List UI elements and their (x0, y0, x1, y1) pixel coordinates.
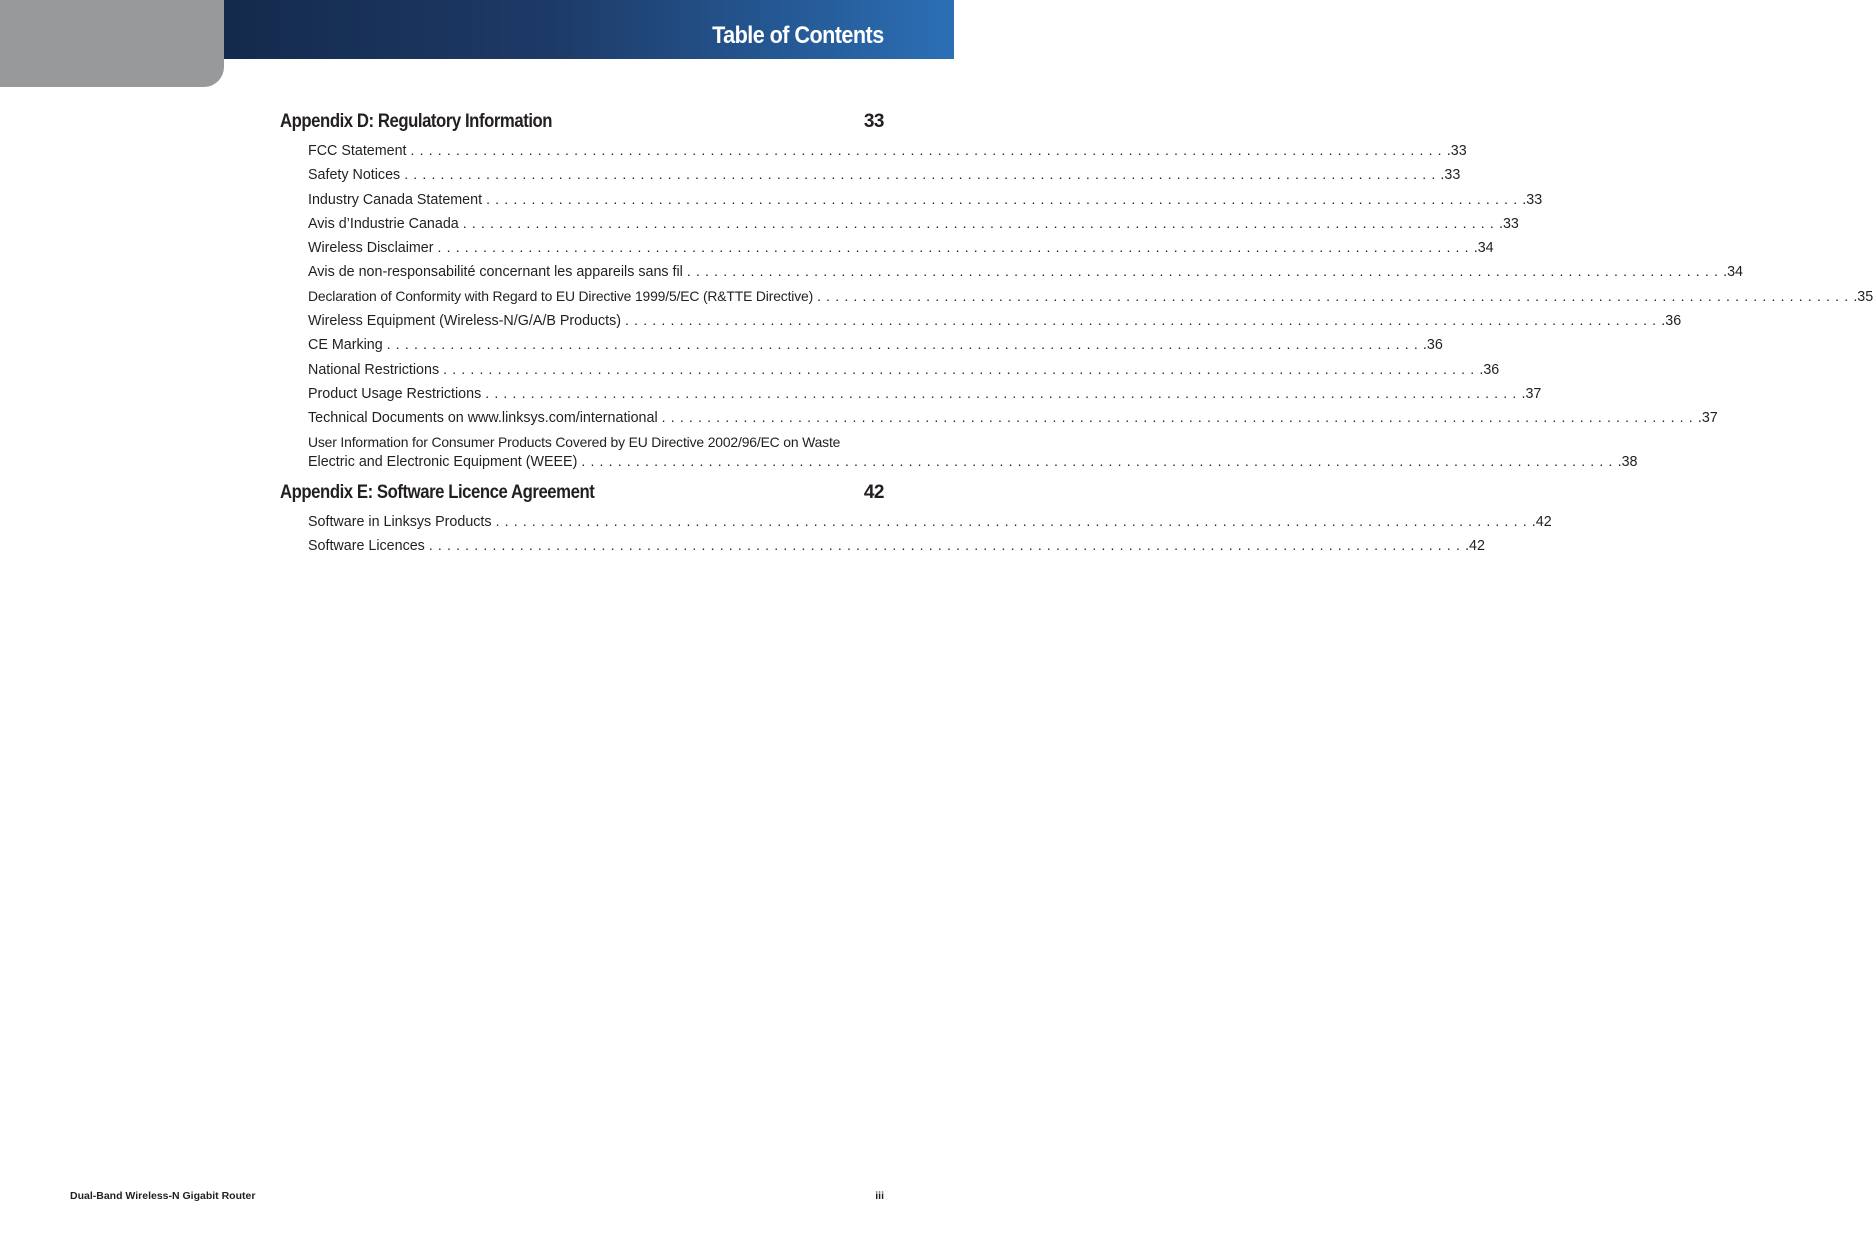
entry-line2 (308, 452, 1638, 471)
leader-dots: .................................................................................................................. (437, 239, 1474, 256)
entry-label: Declaration of Conformity with Regard to EU Directive 1999/5/EC (R&TTE Directive) (308, 287, 814, 304)
entry-label: Electric and Electronic Equipment (WEEE) (308, 453, 578, 470)
toc-entry[interactable] (308, 262, 1743, 281)
entry-label: Safety Notices (308, 167, 401, 184)
entry-label: Industry Canada Statement (308, 191, 483, 208)
leader-dots: .................................................................................................................. (485, 384, 1522, 401)
table-of-contents (280, 108, 1873, 560)
section-heading[interactable] (280, 108, 884, 136)
toc-section-appendix-d (280, 108, 1873, 471)
header-gray-tab (0, 0, 224, 87)
toc-entry[interactable] (308, 287, 1873, 306)
leader-dots: .................................................................................................................. (661, 409, 1698, 426)
section-page: 42 (863, 481, 884, 503)
toc-entry[interactable] (308, 311, 1682, 330)
toc-entry[interactable] (308, 384, 1542, 403)
toc-entry[interactable] (308, 360, 1500, 379)
entry-page: .37 (1521, 385, 1542, 402)
leader-dots: .................................................................................................................. (404, 166, 1441, 183)
toc-entry[interactable] (308, 141, 1467, 160)
section-title: Appendix E: Software Licence Agreement (280, 481, 595, 503)
section-heading[interactable] (280, 479, 884, 507)
leader-dots: .................................................................................................................. (486, 190, 1523, 207)
toc-entry[interactable] (308, 335, 1443, 354)
toc-entry[interactable] (308, 512, 1552, 531)
entry-label: National Restrictions (308, 361, 440, 378)
leader-dots: .................................................................................................................. (495, 512, 1532, 529)
leader-dots: .................................................................................................................. (817, 287, 1854, 304)
leader-dots: .................................................................................................................. (581, 452, 1618, 469)
leader-dots: .................................................................................................................. (410, 142, 1447, 158)
entry-label: FCC Statement (308, 143, 407, 159)
toc-entry[interactable] (308, 190, 1543, 209)
page-title: Table of Contents (712, 22, 884, 49)
footer-product-name: Dual-Band Wireless-N Gigabit Router (70, 1190, 256, 1202)
header-banner (224, 0, 954, 59)
section-title: Appendix D: Regulatory Information (280, 111, 553, 132)
entry-page: .35 (1853, 288, 1873, 305)
leader-dots: .................................................................................................................. (443, 360, 1480, 377)
entry-page: .36 (1661, 313, 1682, 330)
entry-label-line1: User Information for Consumer Products Covered by EU Directive 2002/96/EC on Waste (308, 433, 841, 450)
entry-label: Product Usage Restrictions (308, 385, 482, 402)
entry-page: .33 (1498, 215, 1519, 232)
toc-entry[interactable] (308, 165, 1461, 184)
entry-label: Avis de non-responsabilité concernant les appareils sans fil (308, 264, 683, 281)
entry-page: .42 (1465, 537, 1485, 554)
toc-section-appendix-e (280, 479, 1552, 555)
section-page: 33 (863, 111, 884, 132)
toc-entry[interactable] (308, 214, 1519, 233)
toc-entry[interactable] (308, 536, 1485, 555)
entry-page: .38 (1617, 453, 1638, 470)
leader-dots: .................................................................................................................. (386, 336, 1423, 353)
entry-label: Software Licences (308, 537, 425, 554)
entry-page: .36 (1479, 361, 1500, 378)
entry-label: Technical Documents on www.linksys.com/international (308, 410, 658, 427)
footer-page-number: iii (875, 1190, 884, 1202)
entry-page: .34 (1723, 264, 1743, 281)
entry-label: Wireless Equipment (Wireless-N/G/A/B Products) (308, 313, 622, 330)
toc-entry[interactable] (308, 238, 1494, 257)
leader-dots: .................................................................................................................. (462, 214, 1499, 231)
entry-page: .37 (1697, 410, 1718, 427)
entry-page: .36 (1422, 337, 1443, 354)
entry-label: Wireless Disclaimer (308, 240, 434, 257)
entry-page: .34 (1473, 240, 1494, 257)
entry-page: .33 (1440, 167, 1461, 184)
leader-dots: .................................................................................................................. (686, 263, 1724, 280)
leader-dots: .................................................................................................................. (428, 536, 1466, 553)
entry-label: CE Marking (308, 337, 383, 354)
toc-entry[interactable] (308, 433, 1638, 471)
entry-page: .33 (1446, 143, 1467, 159)
entry-label: Avis d’Industrie Canada (308, 215, 459, 232)
entry-page: .33 (1522, 191, 1543, 208)
entry-page: .42 (1531, 513, 1552, 530)
leader-dots: .................................................................................................................. (625, 312, 1662, 329)
entry-label: Software in Linksys Products (308, 513, 492, 530)
toc-entry[interactable] (308, 408, 1718, 427)
